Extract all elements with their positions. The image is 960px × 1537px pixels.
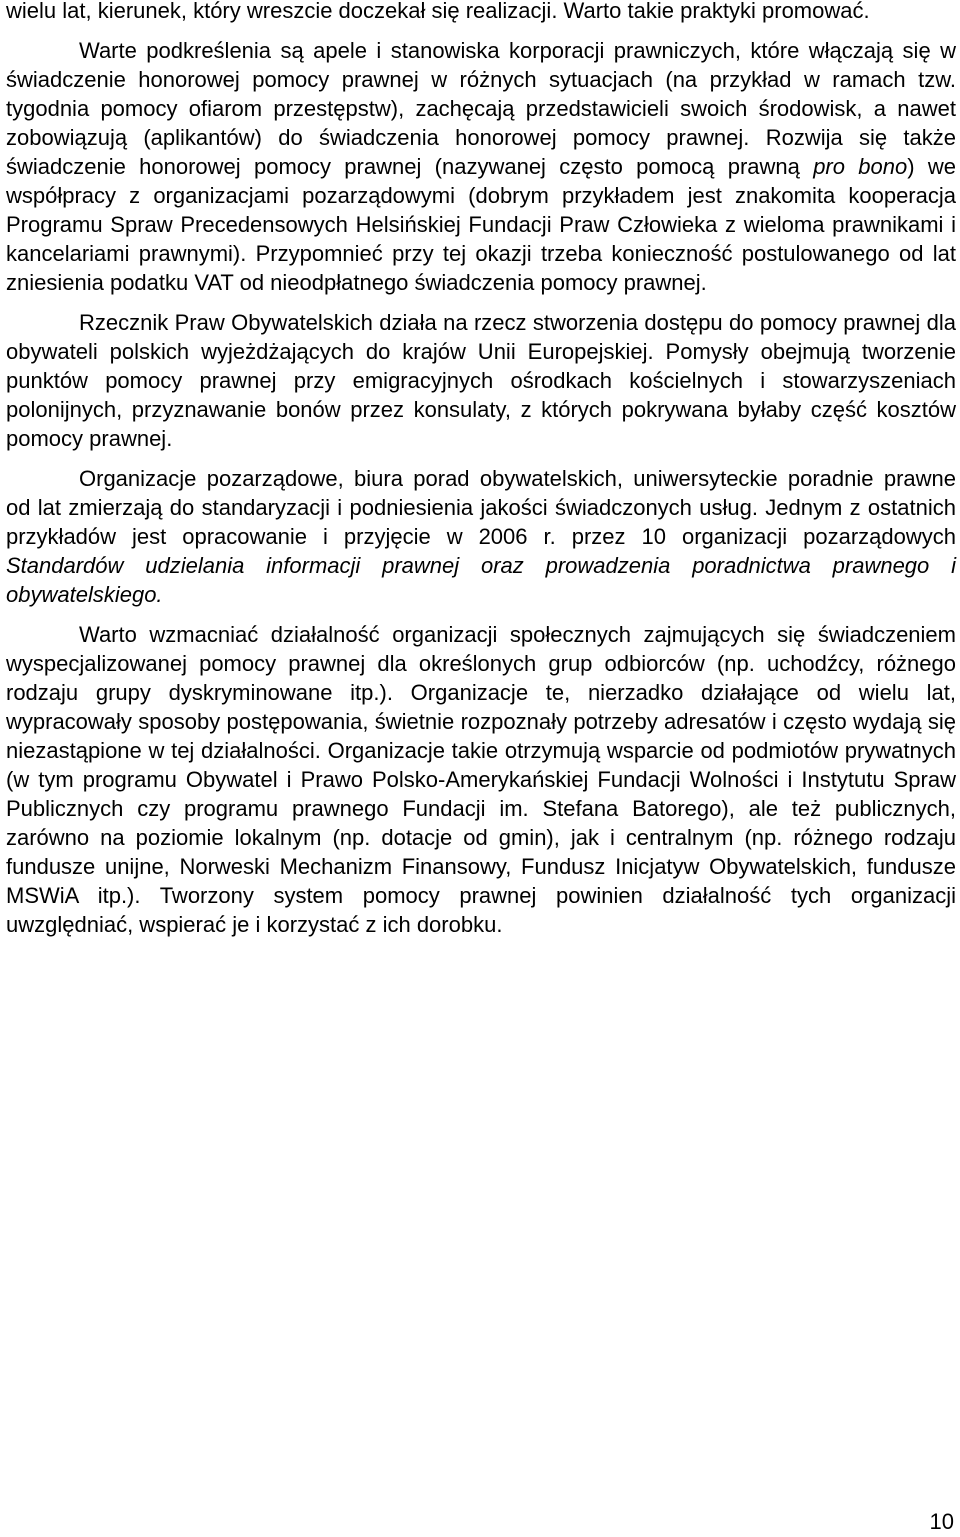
paragraph-professional-bodies <box>6 36 956 297</box>
paragraph-text: ) we współpracy z organizacjami pozarządowymi (dobrym przykładem jest znakomita kooperacja Programu Spraw Precedensowych Helsińskiej Fundacji Praw Człowieka z wieloma prawnikami i kancelariami prawnymi). Przypomnieć przy tej okazji trzeba konieczność postulowanego od lat zniesienia podatku VAT od nieodpłatnego świadczenia pomocy prawnej. <box>6 154 956 295</box>
text-column <box>6 0 956 939</box>
paragraph-ngo-standards <box>6 464 956 609</box>
standards-title: Standardów udzielania informacji prawnej oraz prowadzenia poradnictwa prawnego i obywatelskiego. <box>6 553 956 607</box>
paragraph-text: wielu lat, kierunek, który wreszcie doczekał się realizacji. Warto takie praktyki promować. <box>6 0 870 23</box>
page-number: 10 <box>929 1509 954 1534</box>
pro-bono-term: pro bono <box>813 154 908 179</box>
paragraph-continuation <box>6 0 956 25</box>
paragraph-text: Warto wzmacniać działalność organizacji społecznych zajmujących się świadczeniem wyspecjalizowanej pomocy prawnej dla określonych grup odbiorców (np. uchodźcy, różnego rodzaju grupy dyskryminowane itp.). Organizacje te, nierzadko działające od wielu lat, wypracowały sposoby postępowania, świetnie rozpoznały potrzeby adresatów i często wydają się niezastąpione w tej działalności. Organizacje takie otrzymują wsparcie od podmiotów prywatnych (w tym programu Obywatel i Prawo Polsko-Amerykańskiej Fundacji Wolności i Instytutu Spraw Publicznych czy programu prawnego Fundacji im. Stefana Batorego), ale też publicznych, zarówno na poziomie lokalnym (np. dotacje od gmin), jak i centralnym (np. różnego rodzaju fundusze unijne, Norweski Mechanizm Finansowy, Fundusz Inicjatyw Obywatelskich, fundusze MSWiA itp.). Tworzony system pomocy prawnej powinien działalność tych organizacji uwzględniać, wspierać je i korzystać z ich dorobku. <box>6 622 956 937</box>
paragraph-text: Organizacje pozarządowe, biura porad obywatelskich, uniwersyteckie poradnie prawne od lat zmierzają do standaryzacji i podniesienia jakości świadczonych usług. Jednym z ostatnich przykładów jest opracowanie i przyjęcie w 2006 r. przez 10 organizacji pozarządowych <box>6 466 956 549</box>
paragraph-ombudsman <box>6 308 956 453</box>
paragraph-specialized-organizations <box>6 620 956 939</box>
paragraph-text: Rzecznik Praw Obywatelskich działa na rzecz stworzenia dostępu do pomocy prawnej dla obywateli polskich wyjeżdżających do krajów Unii Europejskiej. Pomysły obejmują tworzenie punktów pomocy prawnej przy emigracyjnych ośrodkach kościelnych i stowarzyszeniach polonijnych, przyznawanie bonów przez konsulaty, z których pokrywana byłaby część kosztów pomocy prawnej. <box>6 310 956 451</box>
paragraph-text: Warte podkreślenia są apele i stanowiska korporacji prawniczych, które włączają się w świadczenie honorowej pomocy prawnej w różnych sytuacjach (na przykład w ramach tzw. tygodnia pomocy ofiarom przestępstw), zachęcają przedstawicieli swoich środowisk, a nawet zobowiązują (aplikantów) do świadczenia honorowej pomocy prawnej. Rozwija się także świadczenie honorowej pomocy prawnej (nazywanej często pomocą prawną <box>6 38 956 179</box>
